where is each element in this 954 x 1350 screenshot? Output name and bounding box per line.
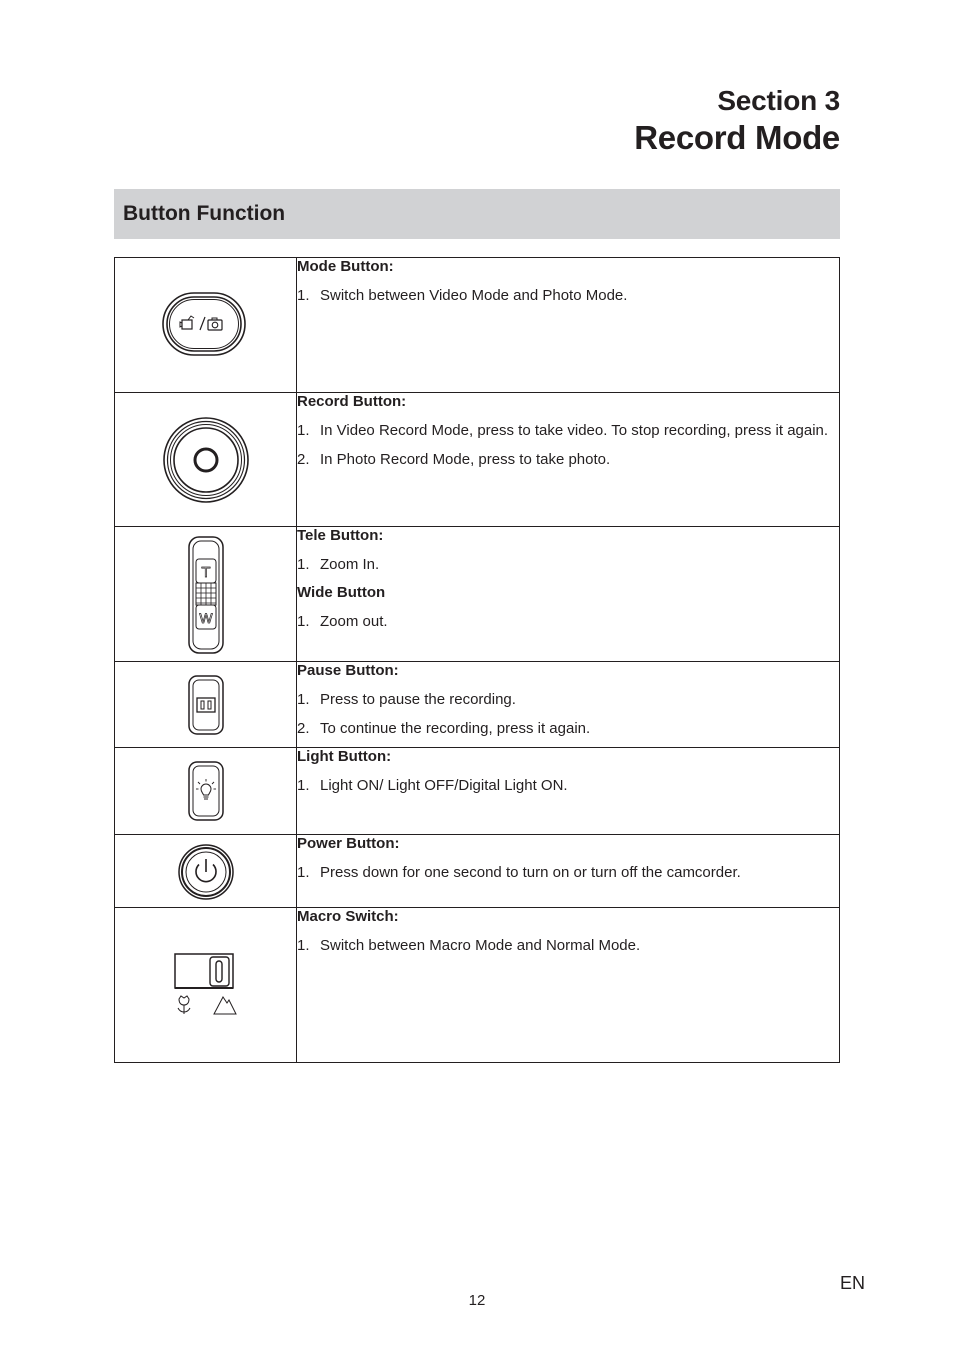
button-name: Macro Switch: <box>297 908 399 925</box>
step-text: Press down for one second to turn on or turn off the camcorder. <box>320 864 741 881</box>
section-number: Section 3 <box>717 85 840 116</box>
text-cell <box>297 527 840 662</box>
step-text: Switch between Video Mode and Photo Mode. <box>320 287 628 304</box>
list-item <box>297 612 839 631</box>
step-number: 1. <box>297 422 310 439</box>
step-number: 1. <box>297 777 310 794</box>
step-text: Zoom out. <box>320 613 388 630</box>
step-text: Switch between Macro Mode and Normal Mode. <box>320 937 641 954</box>
page-number: 12 <box>468 1292 486 1309</box>
icon-cell <box>115 908 297 1063</box>
icon-cell <box>115 393 297 527</box>
icon-cell <box>115 748 297 835</box>
mode-button-icon <box>161 291 251 359</box>
list-item <box>297 776 839 795</box>
step-number: 1. <box>297 864 310 881</box>
table-row-tele-wide <box>115 527 840 662</box>
list-item <box>297 286 839 305</box>
button-sub-name: Wide Button <box>297 584 386 601</box>
table-row-pause <box>115 662 840 748</box>
button-name: Pause Button: <box>297 662 399 679</box>
step-number: 1. <box>297 287 310 304</box>
step-number: 1. <box>297 556 310 573</box>
step-text: In Photo Record Mode, press to take photo. <box>320 451 611 468</box>
button-name: Tele Button: <box>297 527 384 544</box>
table-row-power <box>115 835 840 908</box>
button-name: Record Button: <box>297 393 407 410</box>
list-item <box>297 719 839 738</box>
list-item <box>297 450 839 469</box>
step-text: Light ON/ Light OFF/Digital Light ON. <box>320 777 568 794</box>
text-cell <box>297 662 840 748</box>
icon-cell <box>115 662 297 748</box>
text-cell <box>297 908 840 1063</box>
tele-wide-button-icon <box>186 535 226 655</box>
table-row-mode <box>115 258 840 393</box>
list-item <box>297 555 839 574</box>
text-cell <box>297 748 840 835</box>
step-text: Press to pause the recording. <box>320 691 516 708</box>
tele-letter: T <box>201 564 211 581</box>
text-cell <box>297 835 840 908</box>
wide-letter: W <box>199 610 213 626</box>
section-heading <box>634 84 840 158</box>
list-item <box>297 863 839 882</box>
step-number: 2. <box>297 720 310 737</box>
icon-cell <box>115 527 297 662</box>
button-name: Mode Button: <box>297 258 394 275</box>
step-number: 1. <box>297 937 310 954</box>
table-row-record <box>115 393 840 527</box>
text-cell <box>297 393 840 527</box>
list-item <box>297 936 839 955</box>
list-item <box>297 690 839 709</box>
record-button-icon <box>161 415 251 505</box>
step-text: To continue the recording, press it again. <box>320 720 591 737</box>
icon-cell <box>115 258 297 393</box>
pause-button-icon <box>186 674 226 736</box>
macro-switch-icon <box>171 952 241 1022</box>
step-number: 1. <box>297 691 310 708</box>
mountain-icon <box>214 997 236 1014</box>
light-button-icon <box>186 760 226 822</box>
step-text: In Video Record Mode, press to take video. To stop recording, press it again. <box>320 422 829 439</box>
list-item <box>297 421 839 440</box>
text-cell <box>297 258 840 393</box>
step-text: Zoom In. <box>320 556 380 573</box>
power-button-icon <box>176 842 236 902</box>
table-row-light <box>115 748 840 835</box>
button-function-table <box>114 257 840 1063</box>
language-label: EN <box>840 1273 866 1293</box>
table-row-macro <box>115 908 840 1063</box>
button-name: Power Button: <box>297 835 400 852</box>
button-name: Light Button: <box>297 748 392 765</box>
flower-icon <box>178 996 190 1014</box>
subheading-bar: Button Function <box>114 189 840 239</box>
icon-cell <box>115 835 297 908</box>
step-number: 2. <box>297 451 310 468</box>
section-title: Record Mode <box>634 119 840 156</box>
step-number: 1. <box>297 613 310 630</box>
